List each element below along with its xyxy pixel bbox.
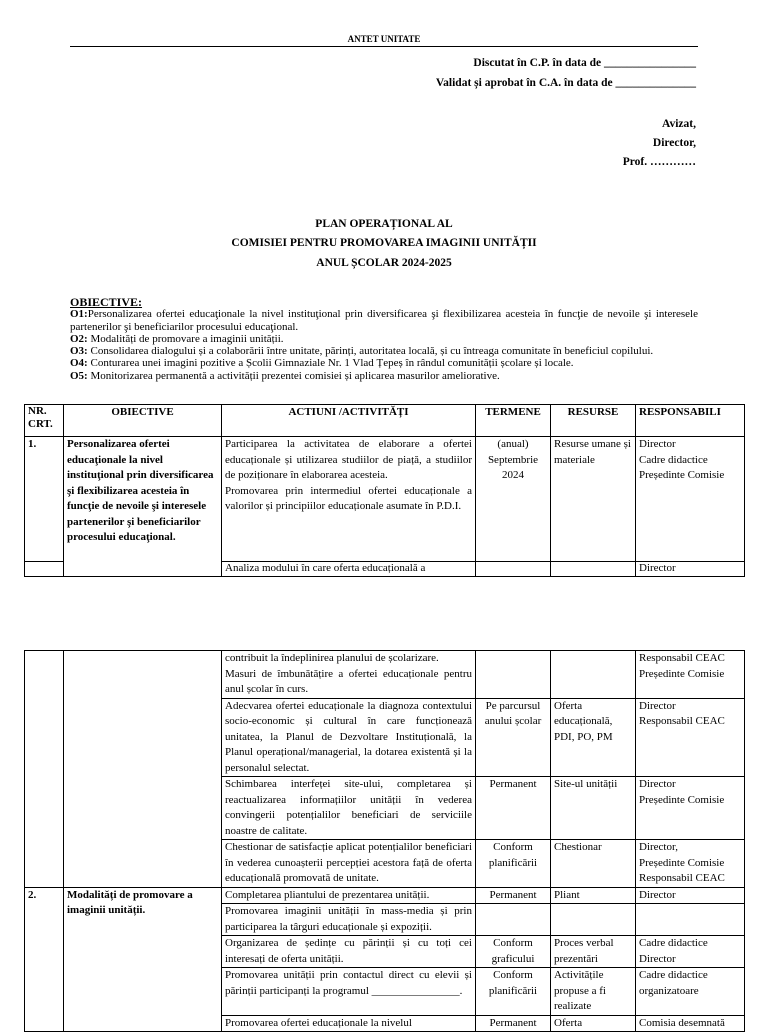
- row-responsible: [636, 968, 745, 1016]
- responsible-text: Cadre didactice: [639, 453, 708, 466]
- term-text: (anual): [497, 438, 529, 450]
- approval-prof: Prof. …………: [622, 156, 696, 168]
- row-responsible: [636, 698, 745, 777]
- row-responsible: Director: [636, 562, 745, 577]
- action-text: contribuit la îndeplinirea planului de școlarizare.: [225, 652, 439, 664]
- objective-text: Personalizarea ofertei educaţionale la nivel instituţional prin diversificarea şi flexibilizarea acesteia în funcţie de nevoile şi interesele partenerilor şi beneficiarilor procesului educaţional.: [70, 308, 698, 333]
- plan-subtitle: COMISIEI PENTRU PROMOVAREA IMAGINII UNITĂȚII: [231, 237, 537, 249]
- responsible-text: Director,: [639, 841, 678, 853]
- objective-text: Monitorizarea permanentă a activității prezentei comisiei și aplicarea masurilor ameliorative.: [87, 369, 500, 382]
- school-year: ANUL ȘCOLAR 2024-2025: [316, 257, 452, 269]
- empty-cell: [551, 562, 636, 577]
- action-text: Promovarea prin intermediul ofertei educaționale a valorilor și principiilor educaționale asumate în P.D.I.: [225, 484, 472, 512]
- responsible-text: Director: [639, 438, 676, 450]
- header-divider: [70, 46, 698, 47]
- header-resources: RESURSE: [551, 405, 636, 437]
- objective-code: O1:: [70, 308, 88, 321]
- row-actions: [222, 651, 476, 699]
- row-resources: Resurse umane și materiale: [551, 437, 636, 562]
- row-responsible: Director: [636, 887, 745, 904]
- objective-text: Consolidarea dialogului și a colaborării între unitate, părinți, autoritatea locală, și cu întreaga comunitate în beneficiul copilului.: [87, 345, 654, 358]
- header-actions: ACTIUNI /ACTIVITĂȚI: [222, 405, 476, 437]
- objective-o2: [70, 333, 698, 345]
- letterhead-title: ANTET UNITATE: [347, 34, 421, 44]
- objective-code: O2:: [70, 332, 88, 345]
- header-objectives: OBIECTIVE: [64, 405, 222, 437]
- row-responsible: Comisia desemnată: [636, 1015, 745, 1032]
- objective-code: O5:: [70, 369, 88, 382]
- row-resources: Activitățile propuse a fi realizate: [551, 968, 636, 1016]
- row-term: Conform planificării: [476, 968, 551, 1016]
- responsible-text: Președinte Comisie: [639, 469, 725, 481]
- table-header-row: [25, 405, 745, 437]
- row-responsible: [636, 840, 745, 888]
- row-actions: Completarea pliantului de prezentarea unității.: [222, 887, 476, 904]
- discussed-line: Discutat în C.P. în data de ________________: [473, 57, 696, 69]
- responsible-text: Cadre didactice: [639, 937, 708, 949]
- row-actions: Analiza modului în care oferta educațională a: [222, 562, 476, 577]
- empty-cell: [25, 562, 64, 577]
- responsible-text: Responsabil CEAC: [639, 872, 725, 884]
- objective-text: Conturarea unei imagini pozitive a Școlii Gimnaziale Nr. 1 Vlad Țepeș în rândul comunității școlare și locale.: [87, 357, 574, 370]
- row-responsible: [636, 777, 745, 840]
- empty-cell: [551, 651, 636, 699]
- term-text: 2024: [502, 469, 524, 481]
- objective-o4: [70, 357, 698, 369]
- responsible-text: Responsabil CEAC: [639, 652, 725, 664]
- objective-o3: [70, 345, 698, 357]
- table-row: [25, 887, 745, 904]
- responsible-text: Președinte Comisie: [639, 856, 725, 869]
- row-actions: Adecvarea ofertei educaționale la diagnoza contextului socio-economic și cultural în care funcționează unitatea, la Planul de Dezvoltare Instituțională, la Planul operațional/managerial, la dotarea existentă și la personalul selectat.: [222, 698, 476, 777]
- responsible-text: Director: [639, 699, 676, 712]
- row-term: Pe parcursul anului școlar: [476, 698, 551, 777]
- plan-table-part-2: [24, 650, 745, 1032]
- empty-cell: [476, 904, 551, 936]
- row-resources: Proces verbal prezentări: [551, 936, 636, 968]
- empty-cell: [25, 651, 64, 888]
- row-term: Conform graficului: [476, 936, 551, 968]
- row-term: [476, 437, 551, 562]
- header-nr: NR. CRT.: [25, 405, 64, 437]
- row-objective: Modalități de promovare a imaginii unității.: [64, 887, 222, 1032]
- row-actions: Schimbarea interfeței site-ului, completarea și reactualizarea informațiilor unității în vederea convingerii potențialilor beneficiari de serviciile noastre de calitate.: [222, 777, 476, 840]
- objective-o5: [70, 370, 698, 382]
- row-actions: Organizarea de ședințe cu părinții și cu toți cei interesați de oferta unității.: [222, 936, 476, 968]
- row-responsible: [636, 936, 745, 968]
- objectives-section: [70, 296, 698, 382]
- row-resources: Oferta educațională, PDI, PO, PM: [551, 698, 636, 777]
- empty-cell: [64, 651, 222, 888]
- table-row: [25, 437, 745, 562]
- row-actions: Promovarea ofertei educaționale la nivelul: [222, 1015, 476, 1032]
- row-resources: Site-ul unității: [551, 777, 636, 840]
- row-term: Permanent: [476, 1015, 551, 1032]
- objective-o1: [70, 308, 698, 333]
- header-responsible: RESPONSABILI: [636, 405, 745, 437]
- objective-code: O3:: [70, 345, 88, 358]
- row-resources: Pliant: [551, 887, 636, 904]
- row-actions: Promovarea unității prin contactul direct cu elevii și părinții participanți la programul ________________.: [222, 968, 476, 1016]
- row-number: 2.: [25, 887, 64, 1032]
- empty-cell: [476, 562, 551, 577]
- responsible-text: Președinte Comisie: [639, 793, 725, 806]
- row-actions: Promovarea imaginii unității în mass-media și prin participarea la târguri educaționale și expoziții.: [222, 904, 476, 936]
- table-row: [25, 651, 745, 699]
- row-term: Permanent: [476, 777, 551, 840]
- responsible-text: organizatoare: [639, 984, 699, 997]
- row-term: Conform planificării: [476, 840, 551, 888]
- row-actions: Chestionar de satisfacție aplicat potențialilor beneficiari în vederea cunoașterii percepției acestora față de oferta educațională promovată de unitate.: [222, 840, 476, 888]
- objectives-heading: OBIECTIVE:: [70, 295, 143, 309]
- empty-cell: [636, 904, 745, 936]
- validated-line: Validat și aprobat în C.A. în data de ______________: [435, 77, 696, 89]
- row-objective: Personalizarea ofertei educaţionale la nivel instituţional prin diversificarea şi flexibilizarea acesteia în funcţie de nevoile şi interesele partenerilor şi beneficiarilor procesului educaţional.: [64, 437, 222, 577]
- plan-title: PLAN OPERAȚIONAL AL: [315, 218, 453, 230]
- responsible-text: Cadre didactice: [639, 969, 708, 981]
- row-term: Permanent: [476, 887, 551, 904]
- approval-avizat: Avizat,: [662, 118, 696, 130]
- row-responsible: [636, 651, 745, 699]
- objective-text: Modalități de promovare a imaginii unității.: [87, 332, 284, 345]
- row-resources: Oferta: [551, 1015, 636, 1032]
- row-actions: [222, 437, 476, 562]
- header-terms: TERMENE: [476, 405, 551, 437]
- row-resources: Chestionar: [551, 840, 636, 888]
- empty-cell: [476, 651, 551, 699]
- action-text: Masuri de îmbunătățire a ofertei educaționale pentru anul școlar în curs.: [225, 667, 472, 695]
- approval-director: Director,: [652, 137, 696, 149]
- responsible-text: Director: [639, 952, 676, 965]
- responsible-text: Director: [639, 778, 676, 790]
- empty-cell: [551, 904, 636, 936]
- objective-code: O4:: [70, 357, 88, 370]
- responsible-text: Președinte Comisie: [639, 667, 725, 680]
- plan-table-part-1: [24, 404, 745, 577]
- row-responsible: [636, 437, 745, 562]
- row-number: 1.: [25, 437, 64, 562]
- term-text: Septembrie: [487, 453, 539, 466]
- action-text: Participarea la activitatea de elaborare a ofertei educaționale și utilizarea studiilor de piață, a studiilor de poziționare în elaborarea acesteia.: [225, 438, 472, 481]
- responsible-text: Responsabil CEAC: [639, 715, 725, 727]
